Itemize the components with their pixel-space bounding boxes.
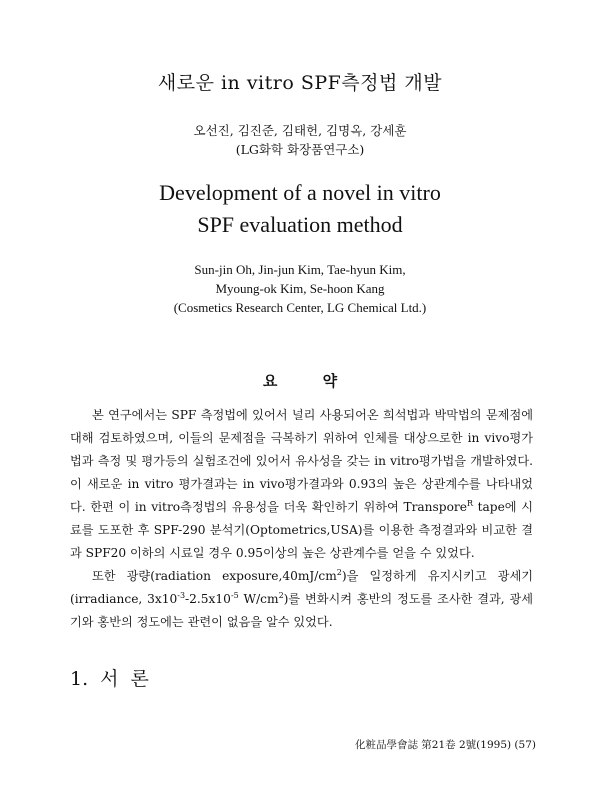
abstract-paragraph-2 <box>70 565 533 634</box>
superscript-4: 2 <box>278 590 284 600</box>
abstract-paragraph-1 <box>70 404 533 565</box>
abstract-p2-text-c: -2.5x10 <box>185 592 231 606</box>
english-affiliation: (Cosmetics Research Center, LG Chemical Ltd.) <box>173 300 427 315</box>
registered-mark: R <box>466 498 473 508</box>
abstract-p2-text-b: )을 일정하게 유지시키고 광세기(irradiance, 3x10 <box>70 569 533 606</box>
superscript-3: -5 <box>230 590 239 600</box>
superscript-1: 2 <box>336 567 342 577</box>
journal-footer: 化粧品學會誌 第21卷 2號(1995) (57) <box>354 739 536 751</box>
abstract-p1-text-b: tape에 시료를 도포한 후 SPF-290 분석기(Optometrics,USA)를 이용한 측정결과와 비교한 결과 SPF20 이하의 시료일 경우 0.95이상의 높은 상관계수를 얻을 수 있었다. <box>70 500 533 560</box>
abstract-p2-text-e: )를 변화시켜 홍반의 정도를 조사한 결과, 광세기와 홍반의 정도에는 관련이 없음을 알수 있었다. <box>70 592 534 629</box>
abstract-heading: 요 약 <box>262 372 338 390</box>
abstract-p2-text-a: 또한 광량(radiation exposure,40mJ/cm <box>92 569 337 583</box>
korean-title: 새로운 in vitro SPF측정법 개발 <box>157 72 443 94</box>
superscript-2: -3 <box>177 590 186 600</box>
korean-authors: 오선진, 김진준, 김태헌, 김명옥, 강세훈 <box>193 123 407 138</box>
abstract-p2-text-d: W/cm <box>238 592 279 606</box>
abstract-body <box>70 404 533 634</box>
english-title-line2: SPF evaluation method <box>197 212 403 237</box>
section-heading: 1. 서 론 <box>70 668 149 690</box>
korean-affiliation: (LG화학 화장품연구소) <box>235 142 365 157</box>
english-title-line1: Development of a novel in vitro <box>159 180 441 205</box>
abstract-p1-text-a: 본 연구에서는 SPF 측정법에 있어서 널리 사용되어온 희석법과 박막법의 문제점에 대해 검토하였으며, 이들의 문제점을 극복하기 위하여 인체를 대상으로한 in vivo평가법과 측정 및 평가등의 실험조건에 있어서 유사성을 갖는 in vitro평가법을 개발하였다. 이 새로운 in vitro 평가결과는 in vivo평가결과와 0.93의 높은 상관계수를 나타내었다. 한편 이 in vitro측정법의 유용성을 더욱 확인하기 위하여 Transpore <box>70 408 533 514</box>
english-authors-line2: Myoung-ok Kim, Se-hoon Kang <box>215 281 385 296</box>
english-authors-line1: Sun-jin Oh, Jin-jun Kim, Tae-hyun Kim, <box>194 262 406 277</box>
